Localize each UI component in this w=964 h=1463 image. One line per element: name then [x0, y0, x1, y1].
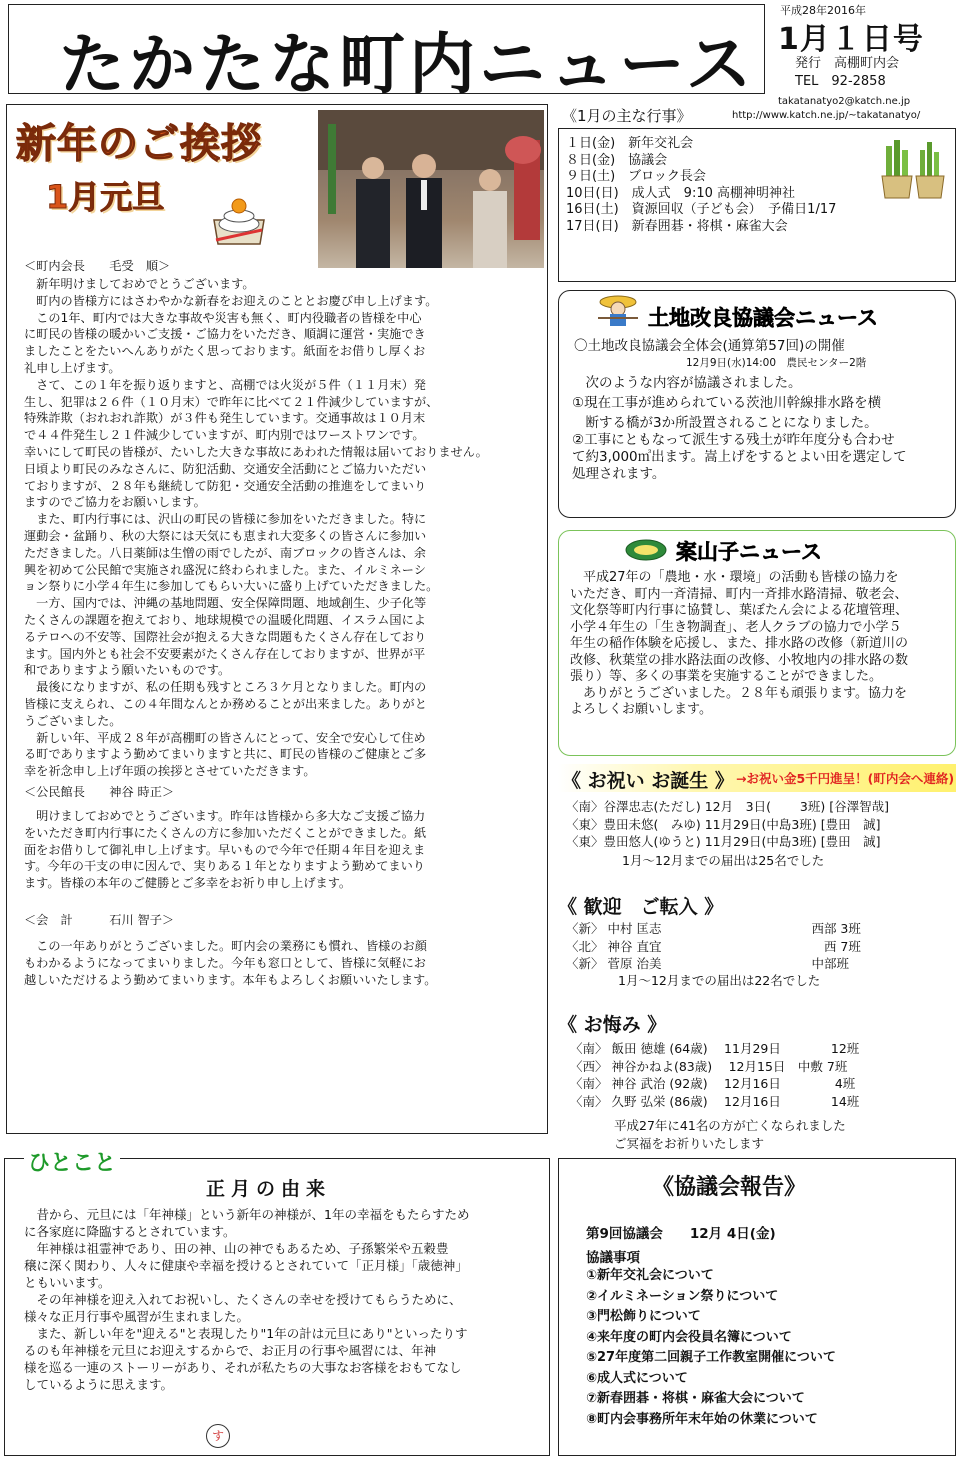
greeting-subheading: 1月元旦 — [46, 178, 165, 216]
condolence-heading: 《 お悔み 》 — [558, 1014, 667, 1036]
scarecrow-logo-icon — [624, 538, 668, 562]
welcome-heading: 《 歓迎 ご転入 》 — [558, 896, 724, 918]
land-news-body: 次のような内容が協議されました。 ①現在工事が進められている茨池川幹線排水路を横 断する橋が3か所設置されることになりました。 — [572, 375, 882, 431]
hall-director-label: ＜公民館長 神谷 時正＞ — [24, 785, 175, 799]
hitokoto-body: 昔から、元旦には「年神様」という新年の神様が、1年の幸福をもたらすため に各家庭に降臨するとされています。 年神様は祖霊神であり、田の神、山の神でもあるため、子孫繁栄や五穀豊 穣に深く関わり、人々に健康や幸福を授けるとされていて「正月様」「歳徳神」 ともいいます。 その年神様を迎え入れてお祝いし、たくさんの幸せを授けてもらうために、 様々な正月行事や風習が生まれました。 また、新しい年を"迎える"と表現したり"1年の計は元旦にあり"といったりす るのも年神様を元旦にお迎えするからで、お正月の行事や風習には、年神 様を巡る一連のストーリーがあり、それが私たちの大事なお客様をおもてなし しているように思えます。 — [24, 1207, 470, 1392]
council-session: 第9回協議会 12月 4日(金) — [586, 1226, 776, 1242]
scarecrow-farmer-icon — [596, 292, 640, 330]
scarecrow-news-heading: 案山子ニュース — [676, 540, 822, 564]
issue-year: 平成28年2016年 — [780, 4, 866, 17]
hitokoto-footer-mark: す — [206, 1424, 230, 1448]
website-url: http://www.katch.ne.jp/~takatanatyo/ — [732, 110, 921, 121]
hall-director-message: 明けましておめでとうございます。昨年は皆様から多大なご支援ご協力 をいただき町内行事にたくさんの方に参加いただくことができました。紙 面をお借りして御礼申し上げます。早いもので今年で任期４年目を迎えま す。今年の干支の申に因んで、実りある１年となりますよう勤めてまいり ます。皆様の本年のご健勝とご多幸をお祈り申し上げます。 — [24, 809, 427, 891]
births-gift-note: →お祝い金5千円進呈！(町内会へ連絡) — [736, 771, 955, 786]
chair-message: 新年明けましておめでとうございます。 町内の皆様方にはさわやかな新春をお迎えのこととお慶び申し上げます。 この1年、町内では大きな事故や災害も無く、町内役職者の皆様を中心 に町民の皆様の暖かいご支援・ご協力をいただき、順調に運営・実施でき ましたことをたいへんありがたく思っております。紙面をお借りし厚くお 礼申し上げます。 さて、この１年を振り返りますと、高棚では火災が５件（１１月末）発 生し、犯罪は２６件（１０月末）で昨年に比べて２１件減少していますが、 特殊詐欺（おれおれ詐欺）が３件も発生しています。交通事故は１０月末 で４４件発生し２１件減少していますが、町内別ではワーストワンです。 幸いにして町民の皆様が、たいした大きな事故にあわれた情報は届いておりません。 日頃より町民のみなさんに、防犯活動、交通安全活動にとご協力いただい ておりますが、２８年も継続して防犯・交通安全活動の推進をしてまいり ますのでご協力をお願いします。 また、町内行事には、沢山の町民の皆様に参加をいただきました。特に 運動会・盆踊り、秋の大祭には天気にも恵まれ大変多くの皆さんに参加い ただきました。八日薬師は生憎の雨でしたが、南ブロックの皆さんは、余 興を初めて公民館で実施され盛況に終わられました。また、イルミネーシ ョン祭りに小学４年生に参加してもらい大いに盛り上げていただきました。 一方、国内では、沖縄の基地問題、安全保障問題、地域創生、少子化等 たくさんの課題を抱えており、地球規模での温暖化問題、イスラム国によ るテロへの不安等、国際社会が抱える大きな問題もたくさん存在しており ます。国内外とも社会不安要素がたくさん存在しておりますが、世界が平 和でありますよう願いたいものです。 最後になりますが、私の任期も残すところ３ケ月となりました。町内の 皆様に支えられ、この４年間なんとか務めることが出来ました。ありがと うございました。 新しい年、平成２８年が高棚町の皆さんにとって、安全で安心して住め る町でありますよう勤めてまいりますと共に、町民の皆様のご健康とご多 幸を祈念申し上げ年頭の挨拶とさせていただきます。 — [24, 277, 488, 779]
births-total: 1月～12月までの届出は25名でした — [622, 853, 825, 868]
email-address: takatanatyo2@katch.ne.jp — [778, 96, 911, 107]
kagami-mochi-icon — [208, 190, 270, 250]
condolence-list: 〈南〉 飯田 徳雄 (64歳) 11月29日 12班 〈西〉 神谷かねよ(83歳) 12月15日 中敷 7班 〈南〉 神谷 武治 (92歳) 12月16日 4班 〈南〉 久野 弘栄 (86歳) 12月16日 14班 — [570, 1041, 860, 1109]
land-news-body-2: ②工事にともなって派生する残土が昨年度分も合わせ て約3,000㎥出ます。嵩上げをするとよい田を選定して 処理されます。 — [572, 432, 907, 482]
council-agenda-heading: 協議事項 — [586, 1250, 640, 1266]
scarecrow-news-body: 平成27年の「農地・水・環境」の活動も皆様の協力を いただき、町内一斉清掃、町内一斉排水路清掃、敬老会、 文化祭等町内行事に協賛し、葉ぼたん会による花壇管理、 小学４年生の「生き物調査」、老人クラブの協力で小学５ 年生の稲作体験を応援し、また、排水路の改修（新道川の 改修、秋葉堂の排水路法面の改修、小牧地内の排水路の数 張り）等、多くの事業を実施することができました。 ありがとうございました。２８年も頑張ります。協力を よろしくお願いします。 — [570, 570, 909, 717]
events-list: １日(金) 新年交礼会 ８日(金) 協議会 ９日(土) ブロック長会 10日(日) 成人式 9:10 高棚神明神社 16日(土) 資源回収（子ども会） 予備日1/17 17日(日) 新春囲碁・将棋・麻雀大会 — [566, 136, 837, 234]
condolence-total: 平成27年に41名の方が亡くなられました ご冥福をお祈りいたします — [614, 1118, 846, 1151]
three-officials-photo-icon — [318, 110, 544, 268]
events-heading: 《1月の主な行事》 — [562, 107, 692, 125]
hitokoto-title: 正月の由来 — [206, 1178, 332, 1200]
hitokoto-label: ひとこと — [24, 1146, 120, 1177]
land-meeting-title: 〇土地改良協議会全体会(通算第57回)の開催 — [574, 338, 845, 354]
kadomatsu-icon — [876, 136, 946, 206]
issue-number: 1月１日号 — [778, 22, 924, 57]
council-agenda-list: ①新年交礼会について ②イルミネーション祭りについて ③門松飾りについて ④来年度の町内会役員名簿について ⑤27年度第二回親子工作教室開催について ⑥成人式について ⑦新春囲碁・将棋・麻雀大会について ⑧町内会事務所年末年始の休業について — [586, 1268, 836, 1427]
newsletter-title: たかたな町内ニュース — [59, 26, 756, 103]
accountant-message: この一年ありがとうございました。町内会の業務にも慣れ、皆様のお顔 もわかるようになってまいりました。今年も窓口として、皆様に気軽にお 越しいただけるよう勤めてまいります。本年もよろしくお願いいたします。 — [24, 939, 437, 987]
greeting-heading: 新年のご挨拶 — [16, 121, 262, 167]
welcome-list: 〈新〉 中村 匡志 西部 3班 〈北〉 神谷 直宜 西 7班 〈新〉 菅原 治美 中部班 — [566, 921, 861, 971]
masthead-title-box — [8, 4, 765, 103]
telephone: TEL 92-2858 — [795, 74, 886, 89]
publisher: 発行 高棚町内会 — [795, 56, 900, 71]
births-heading: 《 お祝い お誕生 》 — [562, 770, 734, 792]
births-list: 〈南〉谷澤忠志(ただし) 12月 3日( 3班) [谷澤智哉] 〈東〉豊田未悠( みゆ) 11月29日(中島3班) [豊田 誠] 〈東〉豊田悠人(ゆうと) 11月29日(中島3班) [豊田 誠] — [566, 799, 889, 849]
greeting-photo — [318, 110, 544, 268]
land-meeting-date: 12月9日(水)14:00 農民センター2階 — [686, 357, 867, 369]
council-report-heading: 《協議会報告》 — [652, 1174, 807, 1200]
welcome-total: 1月～12月までの届出は22名でした — [618, 973, 821, 988]
accountant-label: ＜会 計 石川 智子＞ — [24, 913, 175, 927]
land-news-heading: 土地改良協議会ニュース — [648, 306, 878, 330]
chair-label: ＜町内会長 毛受 順＞ — [24, 259, 171, 273]
